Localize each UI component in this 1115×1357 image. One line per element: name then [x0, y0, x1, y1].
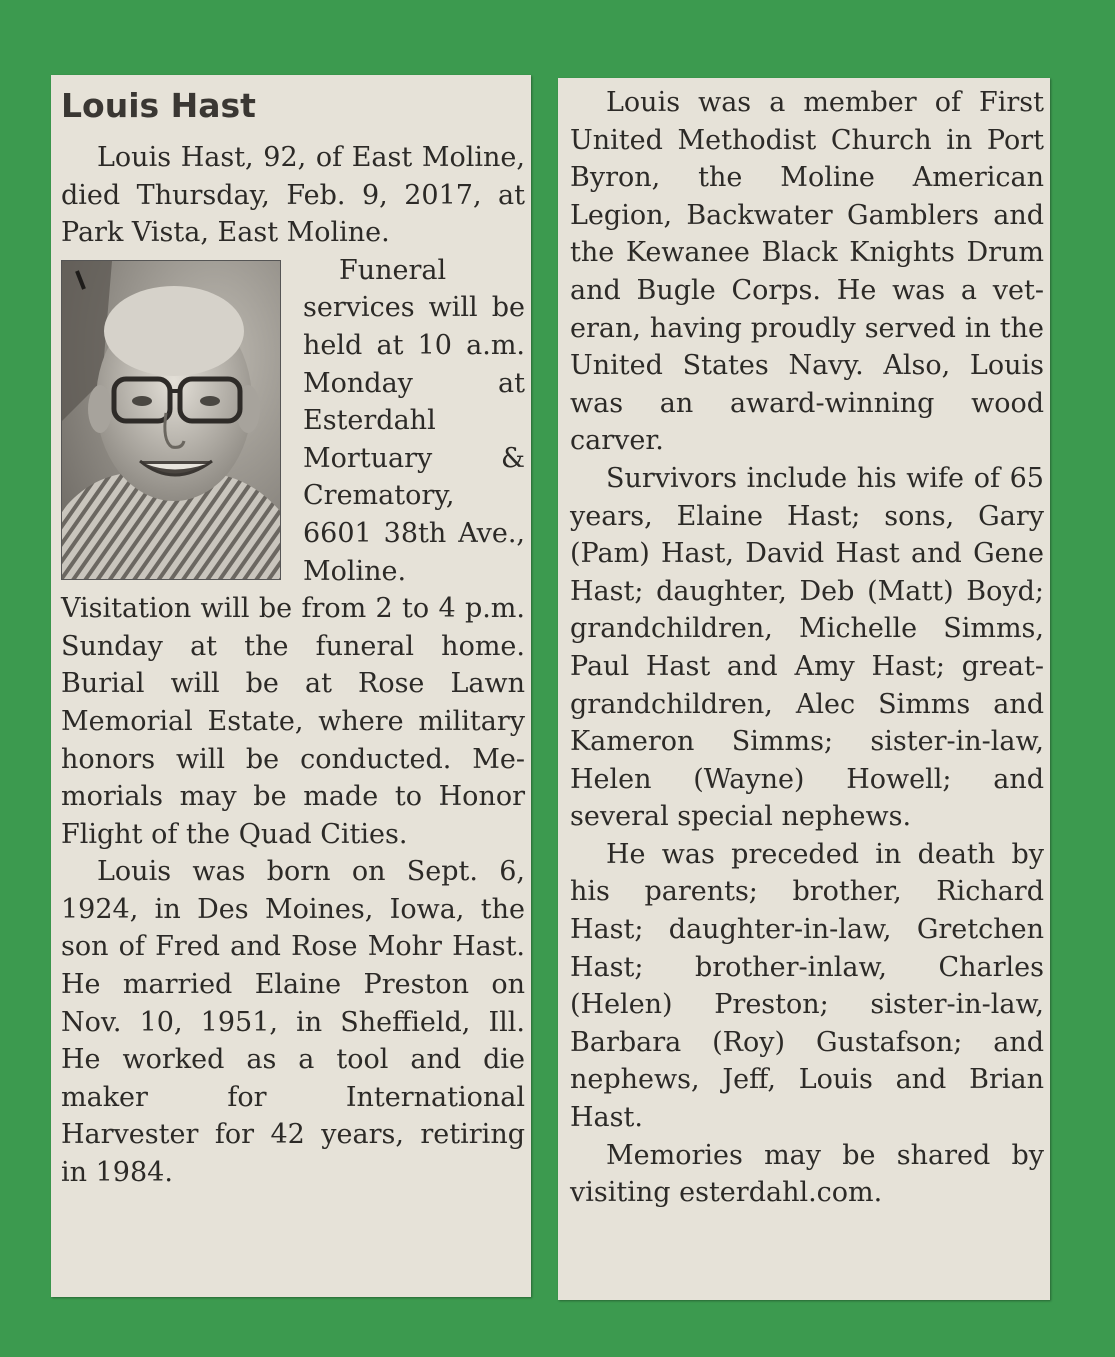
paragraph-memories: Memories may be shared by visiting esterdahl.com.	[570, 1139, 1044, 1209]
paragraph-preceded: He was preceded in death by his parents; brother, Richard Hast; daughter-in-law, Gretchen Hast; brother-inlaw, Charles (Helen) Preston; sister-in-law, Barbara (Roy) Gustafson; and nephews, Jeff, Louis and Brian Hast.	[570, 838, 1044, 1134]
left-column-clipping	[51, 75, 531, 1297]
paragraph-death-notice: Louis Hast, 92, of East Moline, died Thursday, Feb. 9, 2017, at Park Vista, East Moline.	[61, 142, 525, 249]
obituary-headline: Louis Hast	[61, 86, 256, 125]
paragraph-biography: Louis was born on Sept. 6, 1924, in Des Moines, Iowa, the son of Fred and Rose Mohr Hast. He married Elaine Preston on Nov. 10, 1951, in Sheffield, Ill. He worked as a tool and die maker for International Harvester for 42 years, retiring in 1984.	[61, 856, 525, 1189]
right-column-clipping	[558, 78, 1050, 1300]
portrait-photo-drawing	[62, 261, 280, 579]
portrait-photo	[61, 260, 281, 580]
paragraph-survivors: Survivors include his wife of 65 years, Elaine Hast; sons, Gary (Pam) Hast, David Hast and Gene Hast; daughter, Deb (Matt) Boyd; grandchildren, Michelle Simms, Paul Hast and Amy Hast; great-grandchildren, Alec Simms and Kameron Simms; sister-in-law, Helen (Wayne) Howell; and several special nephews.	[570, 462, 1044, 833]
paragraph-services: Funeral services will be held at 10 a.m. Monday at Esterdahl Mortuary & Crematory, 6601 38th Ave., Moline. Visitation will be from 2 to 4 p.m. Sunday at the funeral home. Burial will be at Rose Lawn Memorial Estate, where military honors will be conducted. Memorials may be made to Honor Flight of the Quad Cities.	[61, 254, 525, 850]
paragraph-memberships: Louis was a member of First United Methodist Church in Port Byron, the Moline American Legion, Backwater Gamblers and the Kewanee Black Knights Drum and Bugle Corps. He was a veteran, having proudly served in the United States Navy. Also, Louis was an award-winning wood carver.	[570, 87, 1044, 457]
